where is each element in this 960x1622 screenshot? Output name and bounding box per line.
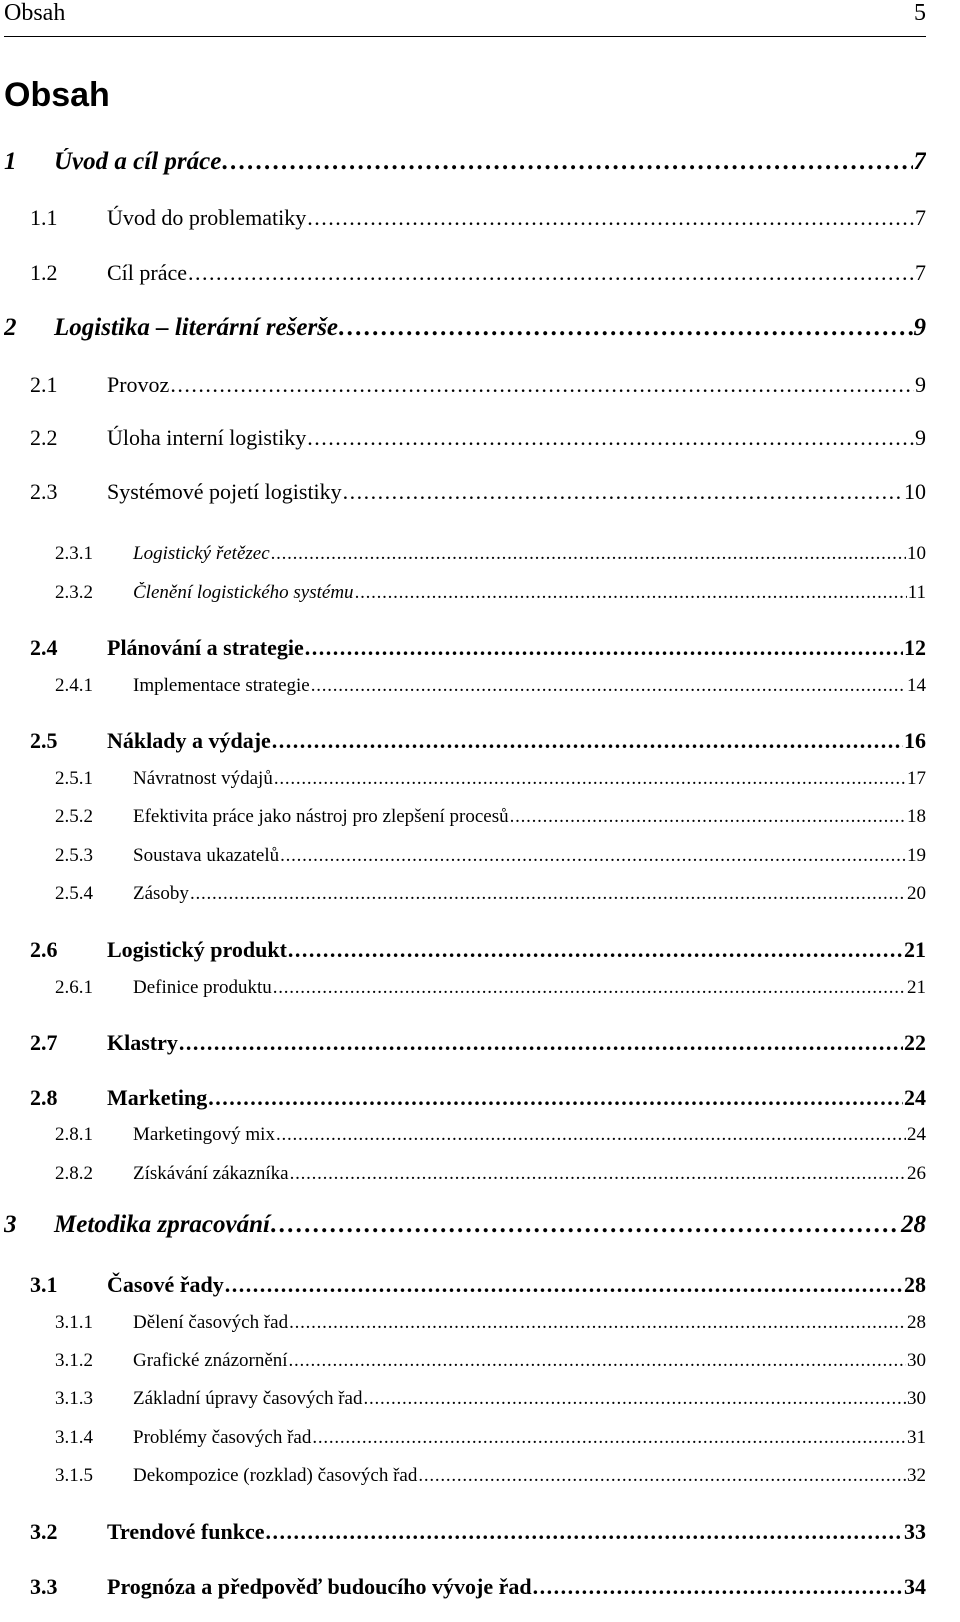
toc-leader	[280, 845, 906, 867]
toc-number: 3.2	[30, 1519, 58, 1544]
toc-leader	[355, 582, 907, 604]
toc-number: 2.8	[30, 1085, 58, 1110]
toc-page: 24	[904, 1085, 926, 1110]
toc-page: 33	[904, 1519, 926, 1544]
toc-page: 30	[907, 1388, 926, 1409]
toc-number: 2.3.2	[55, 582, 93, 603]
toc-number: 1.2	[30, 260, 58, 285]
toc-title: Definice produktu	[133, 977, 272, 998]
toc-title: Marketingový mix	[133, 1124, 275, 1145]
toc-page: 21	[907, 977, 926, 998]
toc-leader	[273, 977, 906, 999]
toc-entry-2-5-1[interactable]	[55, 768, 926, 790]
toc-number: 3.1.2	[55, 1350, 93, 1371]
toc-page: 7	[915, 205, 926, 230]
toc-page: 7	[913, 148, 926, 175]
toc-number: 2.7	[30, 1030, 58, 1055]
toc-page: 9	[915, 425, 926, 450]
toc-number: 1	[4, 148, 17, 175]
toc-leader	[179, 1030, 903, 1056]
toc-page: 9	[915, 372, 926, 397]
toc-entry-2-5-2[interactable]	[55, 806, 926, 828]
toc-leader	[290, 1163, 906, 1185]
toc-number: 3.3	[30, 1574, 58, 1599]
toc-title: Zásoby	[133, 883, 189, 904]
toc-entry-1-1[interactable]	[30, 205, 926, 231]
toc-leader	[311, 675, 906, 697]
toc-title: Základní úpravy časových řad	[133, 1388, 363, 1409]
toc-number: 2.6	[30, 937, 58, 962]
toc-leader	[208, 1085, 903, 1111]
toc-title: Prognóza a předpověď budoucího vývoje řad	[107, 1574, 532, 1599]
toc-number: 2.8.2	[55, 1163, 93, 1184]
toc-page: 19	[907, 845, 926, 866]
toc-title: Klastry	[107, 1030, 178, 1055]
toc-leader	[343, 479, 903, 505]
toc-title: Úloha interní logistiky	[107, 425, 307, 450]
toc-leader	[339, 314, 912, 342]
toc-entry-2-8-2[interactable]	[55, 1163, 926, 1185]
toc-leader	[274, 768, 906, 790]
toc-entry-2-2[interactable]	[30, 425, 926, 451]
toc-page: 24	[907, 1124, 926, 1145]
header-title: Obsah	[4, 0, 66, 26]
toc-title: Plánování a strategie	[107, 635, 304, 660]
toc-title: Členění logistického systému	[133, 582, 354, 603]
toc-entry-1[interactable]	[4, 148, 926, 176]
toc-entry-2-4[interactable]	[30, 635, 926, 661]
toc-leader	[265, 1519, 903, 1545]
toc-page: 28	[907, 1312, 926, 1333]
toc-number: 2.6.1	[55, 977, 93, 998]
toc-title: Provoz	[107, 372, 170, 397]
toc-title: Metodika zpracování	[54, 1211, 270, 1238]
toc-entry-2-3[interactable]	[30, 479, 926, 505]
toc-entry-2-5[interactable]	[30, 728, 926, 754]
toc-title: Trendové funkce	[107, 1519, 265, 1544]
toc-entry-3-2[interactable]	[30, 1519, 926, 1545]
toc-number: 2.1	[30, 372, 58, 397]
toc-page: 7	[915, 260, 926, 285]
toc-page: 9	[913, 314, 926, 341]
toc-number: 2.8.1	[55, 1124, 93, 1145]
toc-number: 2.4.1	[55, 675, 93, 696]
toc-number: 3.1.5	[55, 1465, 93, 1486]
toc-page: 20	[907, 883, 926, 904]
toc-leader	[364, 1388, 907, 1410]
toc-page: 11	[907, 582, 926, 603]
toc-page: 10	[904, 479, 926, 504]
toc-leader	[222, 148, 912, 176]
toc-leader	[289, 1312, 906, 1334]
toc-leader	[288, 937, 903, 963]
toc-entry-2-7[interactable]	[30, 1030, 926, 1056]
toc-title: Úvod do problematiky	[107, 205, 307, 230]
toc-title: Návratnost výdajů	[133, 768, 273, 789]
toc-page: 22	[904, 1030, 926, 1055]
toc-entry-2-8-1[interactable]	[55, 1124, 926, 1146]
toc-leader	[190, 883, 906, 905]
toc-title: Problémy časových řad	[133, 1427, 312, 1448]
toc-entry-2-5-4[interactable]	[55, 883, 926, 905]
toc-page: 18	[907, 806, 926, 827]
toc-number: 2.5	[30, 728, 58, 753]
toc-number: 1.1	[30, 205, 58, 230]
toc-entry-2-1[interactable]	[30, 372, 926, 398]
toc-entry-2[interactable]	[4, 314, 926, 342]
toc-entry-3-1-1[interactable]	[55, 1312, 926, 1334]
toc-title: Soustava ukazatelů	[133, 845, 280, 866]
toc-title: Systémové pojetí logistiky	[107, 479, 342, 504]
toc-leader	[170, 372, 914, 398]
toc-leader	[289, 1350, 906, 1372]
page-title: Obsah	[4, 76, 110, 114]
toc-title: Časové řady	[107, 1272, 224, 1297]
toc-number: 2.2	[30, 425, 58, 450]
toc-title: Logistický produkt	[107, 937, 287, 962]
toc-number: 3.1.4	[55, 1427, 93, 1448]
toc-title: Implementace strategie	[133, 675, 310, 696]
toc-page: 21	[904, 937, 926, 962]
toc-entry-1-2[interactable]	[30, 260, 926, 286]
toc-page: 10	[907, 543, 926, 564]
toc-number: 3.1.1	[55, 1312, 93, 1333]
toc-title: Efektivita práce jako nástroj pro zlepšení procesů	[133, 806, 509, 827]
toc-title: Dekompozice (rozklad) časových řad	[133, 1465, 418, 1486]
toc-page: 32	[907, 1465, 926, 1486]
toc-page: 16	[904, 728, 926, 753]
toc-number: 3.1.3	[55, 1388, 93, 1409]
toc-leader	[312, 1427, 906, 1449]
toc-entry-2-4-1[interactable]	[55, 675, 926, 697]
toc-page: 30	[907, 1350, 926, 1371]
toc-leader	[305, 635, 903, 661]
toc-page: 14	[907, 675, 926, 696]
toc-number: 2.5.3	[55, 845, 93, 866]
toc-entry-3-1-3[interactable]	[55, 1388, 926, 1410]
toc-entry-2-3-1[interactable]	[55, 543, 926, 565]
toc-leader	[271, 1211, 900, 1239]
toc-entry-2-6[interactable]	[30, 937, 926, 963]
toc-leader	[188, 260, 914, 286]
toc-number: 2.3.1	[55, 543, 93, 564]
toc-title: Dělení časových řad	[133, 1312, 289, 1333]
toc-leader	[276, 1124, 906, 1146]
toc-entry-2-3-2[interactable]	[55, 582, 926, 604]
toc-page: 26	[907, 1163, 926, 1184]
toc-leader	[510, 806, 906, 828]
toc-number: 2	[4, 314, 17, 341]
toc-page: 28	[901, 1211, 926, 1238]
toc-entry-2-5-3[interactable]	[55, 845, 926, 867]
toc-title: Náklady a výdaje	[107, 728, 271, 753]
toc-title: Úvod a cíl práce	[54, 148, 222, 175]
toc-entry-2-8[interactable]	[30, 1085, 926, 1111]
toc-entry-3[interactable]	[4, 1211, 926, 1239]
toc-leader	[418, 1465, 906, 1487]
toc-entry-3-1-4[interactable]	[55, 1427, 926, 1449]
toc-entry-3-1-5[interactable]	[55, 1465, 926, 1487]
toc-page: 31	[907, 1427, 926, 1448]
toc-number: 3	[4, 1211, 17, 1238]
toc-number: 2.3	[30, 479, 58, 504]
toc-number: 2.4	[30, 635, 58, 660]
toc-title: Cíl práce	[107, 260, 188, 285]
toc-leader	[272, 728, 903, 754]
toc-number: 2.5.2	[55, 806, 93, 827]
header-page-number: 5	[914, 0, 926, 26]
toc-title: Marketing	[107, 1085, 208, 1110]
toc-entry-2-6-1[interactable]	[55, 977, 926, 999]
toc-leader	[271, 543, 906, 565]
toc-number: 3.1	[30, 1272, 58, 1297]
toc-number: 2.5.1	[55, 768, 93, 789]
toc-title: Logistický řetězec	[133, 543, 270, 564]
toc-number: 2.5.4	[55, 883, 93, 904]
toc-leader	[225, 1272, 903, 1298]
toc-page: 34	[904, 1574, 926, 1599]
toc-page: 17	[907, 768, 926, 789]
toc-entry-3-1-2[interactable]	[55, 1350, 926, 1372]
toc-title: Získávání zákazníka	[133, 1163, 289, 1184]
toc-entry-3-1[interactable]	[30, 1272, 926, 1298]
toc-leader	[533, 1574, 903, 1600]
toc-title: Logistika – literární rešerše	[54, 314, 339, 341]
toc-entry-3-3[interactable]	[30, 1574, 926, 1600]
toc-leader	[307, 425, 914, 451]
toc-title: Grafické znázornění	[133, 1350, 288, 1371]
toc-page: 12	[904, 635, 926, 660]
toc-page: 28	[904, 1272, 926, 1297]
toc-leader	[307, 205, 914, 231]
